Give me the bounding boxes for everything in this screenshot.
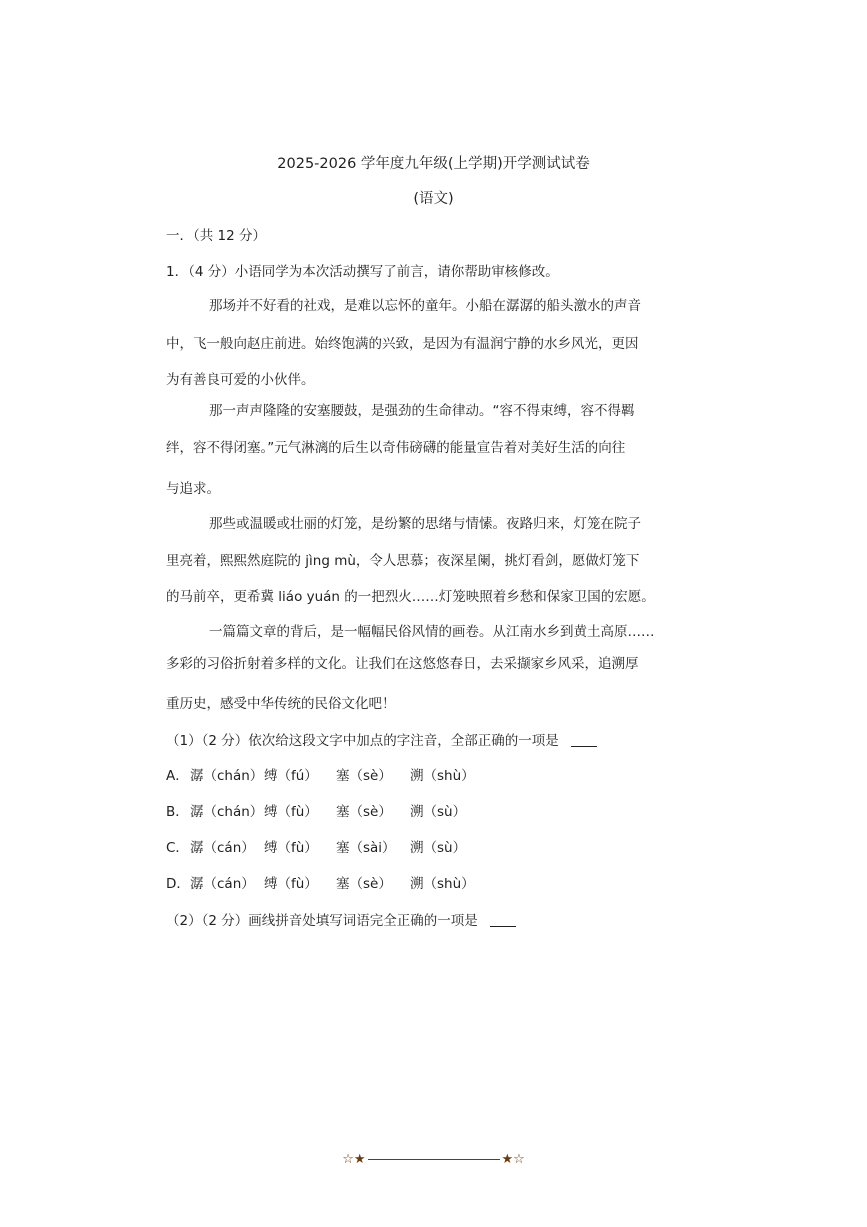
page-footer [0, 1152, 867, 1167]
option-item: 溯（sù） [410, 840, 467, 856]
option-item: 塞（sè） [336, 876, 392, 892]
option-item: 溯（shù） [410, 768, 475, 784]
option-letter: B． [166, 804, 189, 820]
option-item: 缚（fú） [264, 768, 318, 784]
option-letter: D． [166, 876, 190, 892]
option-letter: C． [166, 840, 189, 856]
sub-question-1-stem: （1）（2 分）依次给这段文字中加点的字注音，全部正确的一项是 [166, 733, 559, 749]
section-heading: 一．（共 12 分） [166, 228, 267, 244]
passage-p2-line3: 与追求。 [166, 481, 220, 497]
option-c[interactable] [166, 840, 466, 856]
option-item: 潺（cán） [190, 840, 255, 856]
passage-p1-line2: 中，飞一般向赵庄前进。始终饱满的兴致，是因为有温润宁静的水乡风光，更因 [166, 336, 639, 352]
option-item: 缚（fù） [264, 804, 318, 820]
sub-question-1 [166, 733, 597, 749]
option-b[interactable] [166, 804, 466, 820]
passage-p3-line1: 那些或温暖或壮丽的灯笼，是纷繁的思绪与情愫。夜路归来，灯笼在院子 [209, 516, 641, 532]
star-icon: ☆★ [342, 1152, 366, 1167]
option-item: 溯（shù） [410, 876, 475, 892]
answer-blank[interactable] [490, 914, 516, 927]
option-item: 缚（fù） [264, 876, 318, 892]
answer-blank[interactable] [571, 734, 597, 747]
option-item: 潺（chán） [190, 768, 264, 784]
option-item: 塞（sè） [336, 768, 392, 784]
footer-divider [368, 1159, 500, 1160]
sub-question-2 [166, 913, 516, 929]
passage-p3-line3: 的马前卒，更希冀 liáo yuán 的一把烈火……灯笼映照着乡愁和保家卫国的宏愿。 [166, 589, 655, 605]
passage-p3-line2: 里亮着，熙熙然庭院的 jìng mù，令人思慕；夜深星阑，挑灯看剑，愿做灯笼下 [166, 553, 640, 569]
star-icon: ★☆ [501, 1152, 525, 1167]
passage-p1-line1: 那场并不好看的社戏，是难以忘怀的童年。小船在潺潺的船头激水的声音 [209, 298, 641, 314]
sub-question-2-stem: （2）（2 分）画线拼音处填写词语完全正确的一项是 [166, 913, 478, 929]
passage-p2-line1: 那一声声隆隆的安塞腰鼓，是强劲的生命律动。“容不得束缚，容不得羁 [209, 403, 635, 419]
exam-title: 2025-2026 学年度九年级(上学期)开学测试试卷 [277, 156, 590, 172]
option-item: 塞（sài） [336, 840, 396, 856]
exam-subject: (语文) [413, 191, 454, 207]
passage-p2-line2: 绊，容不得闭塞。”元气淋漓的后生以奇伟磅礴的能量宣告着对美好生活的向往 [166, 440, 626, 456]
option-item: 缚（fù） [264, 840, 318, 856]
option-item: 溯（sù） [410, 804, 467, 820]
option-a[interactable] [166, 768, 475, 784]
passage-p4-line1: 一篇篇文章的背后，是一幅幅民俗风情的画卷。从江南水乡到黄土高原…… [209, 624, 655, 640]
option-d[interactable] [166, 876, 475, 892]
option-item: 塞（sè） [336, 804, 392, 820]
question-1-stem: 1．（4 分）小语同学为本次活动撰写了前言，请你帮助审核修改。 [166, 264, 559, 280]
option-item: 潺（cán） [190, 876, 255, 892]
option-letter: A． [166, 768, 189, 784]
passage-p4-line3: 重历史，感受中华传统的民俗文化吧！ [166, 696, 396, 712]
passage-p4-line2: 多彩的习俗折射着多样的文化。让我们在这悠悠春日，去采撷家乡风采，追溯厚 [166, 656, 639, 672]
option-item: 潺（chán） [190, 804, 264, 820]
passage-p1-line3: 为有善良可爱的小伙伴。 [166, 372, 315, 388]
